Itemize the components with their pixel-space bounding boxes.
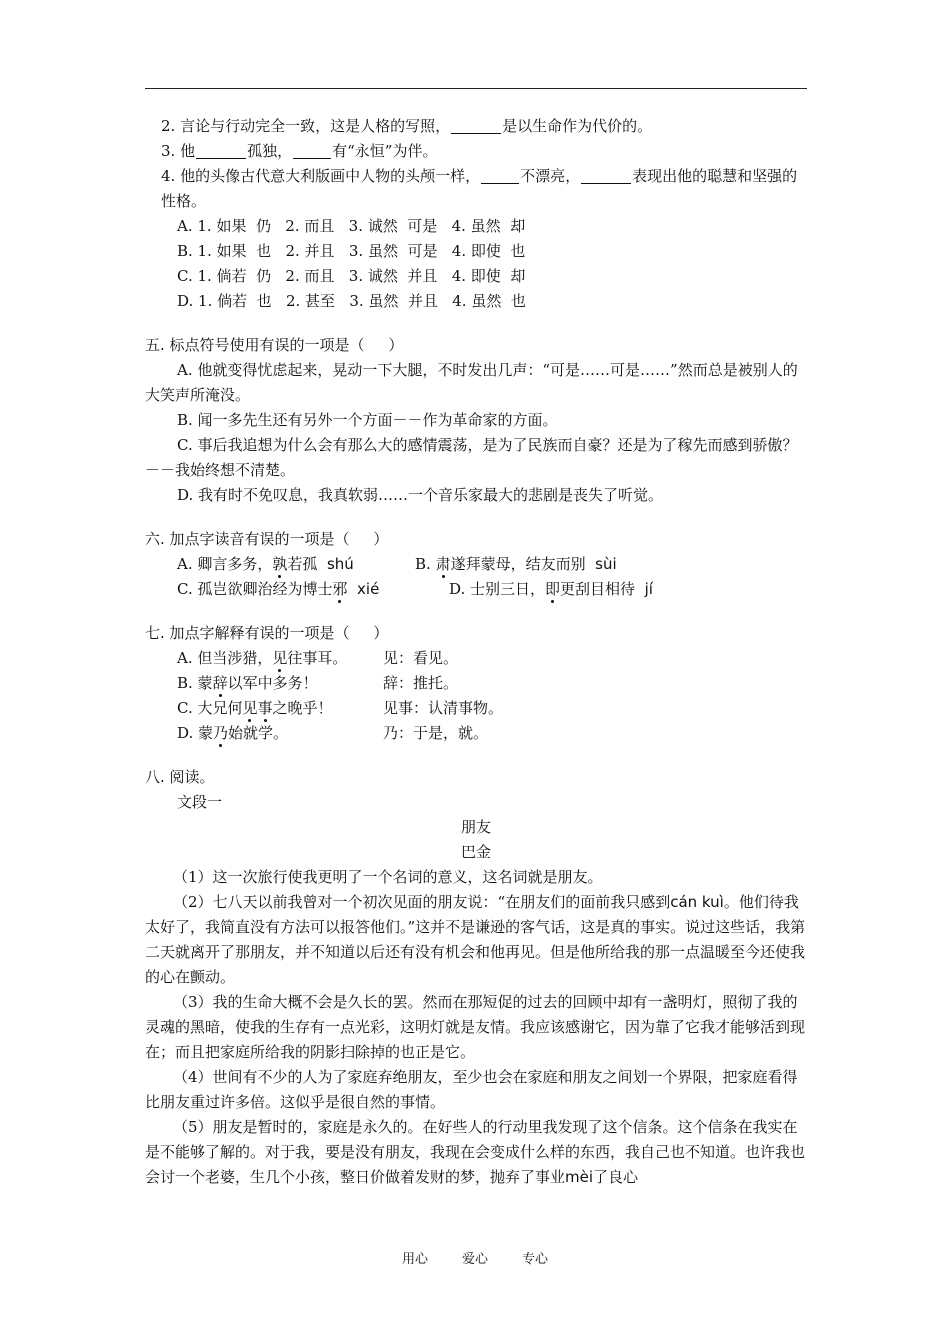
q5-option-c[interactable]: C. 事后我追想为什么会有那么大的感情震荡，是为了民族而自豪？还是为了稼先而感到骄傲？－－我始终想不清楚。 [145,436,798,479]
q7-option-b[interactable]: B. 蒙辞以军中多务！ 辞：推托。 [177,674,459,692]
q4-item-2: 2. 言论与行动完全一致，这是人格的写照， 是以生命作为代价的。 [161,117,653,135]
q6-option-c[interactable]: C. 孤岂欲卿治经为博士邪 xié [177,580,380,598]
fill-blank[interactable] [451,118,501,134]
header-rule [145,88,807,89]
paragraph-4: （4）世间有不少的人为了家庭弃绝朋友，至少也会在家庭和朋友之间划一个界限，把家庭看得比朋友重过许多倍。这似乎是很自然的事情。 [145,1068,798,1111]
footer-text: 用心 [401,1252,428,1267]
fill-blank[interactable] [293,143,331,159]
q5-title: 五. 标点符号使用有误的一项是（ ） [145,336,404,354]
q8-title: 八. 阅读。 [145,768,215,786]
page-footer [0,1248,950,1267]
paragraph-5: （5）朋友是暂时的，家庭是永久的。在好些人的行动里我发现了这个信条。这个信条在我实在是不能够了解的。对于我，要是没有朋友，我现在会变成什么样的东西，我自己也不知道。也许我也会讨一个老婆，生几个小孩，整日价做着发财的梦，抛弃了事业mèi了良心 [145,1118,806,1186]
q7-option-d[interactable]: D. 蒙乃始就学。 乃：于是，就。 [177,724,489,742]
q6-title: 六. 加点字读音有误的一项是（ ） [145,530,389,548]
q6-option-d[interactable]: D. 士别三日，即更刮目相待 jí [449,580,653,598]
q5-option-a[interactable]: A. 他就变得忧虑起来，晃动一下大腿，不时发出几声：“可是……可是……”然而总是被别人的大笑声所淹没。 [145,361,798,404]
paragraph-2: （2）七八天以前我曾对一个初次见面的朋友说：“在朋友们的面前我只感到cán kuì。他们待我太好了，我简直没有方法可以报答他们。”这并不是谦逊的客气话，这是真的事实。说过这些话，我第二天就离开了那朋友，并不知道以后还有没有机会和他再见。但是他所给我的那一点温暖至今还使我的心在颤动。 [145,893,806,986]
q4-option-c[interactable]: C. 1. 倘若 仍 2. 而且 3. 诚然 并且 4. 即使 却 [177,267,526,285]
footer-text: 专心 [522,1252,549,1267]
essay-title: 朋友 [460,818,491,836]
fill-blank[interactable] [196,143,246,159]
q6-options-row-2 [145,577,807,602]
q4-option-a[interactable]: A. 1. 如果 仍 2. 而且 3. 诚然 可是 4. 虽然 却 [177,217,526,235]
q4-option-b[interactable]: B. 1. 如果 也 2. 并且 3. 虽然 可是 4. 即使 也 [177,242,526,260]
q4-item-3: 3. 他 孤独， 有“永恒”为伴。 [161,142,438,160]
essay-author: 巴金 [460,843,491,861]
q6-option-b[interactable]: B. 肃遂拜蒙母，结友而别 sùi [415,555,617,573]
paragraph-3: （3）我的生命大概不会是久长的罢。然而在那短促的过去的回顾中却有一盏明灯，照彻了我的灵魂的黑暗，使我的生存有一点光彩，这明灯就是友情。我应该感谢它，因为靠了它我才能够活到现在；而且把家庭所给我的阴影扫除掉的也正是它。 [145,993,806,1061]
q4-option-d[interactable]: D. 1. 倘若 也 2. 甚至 3. 虽然 并且 4. 虽然 也 [177,292,526,310]
q6-options-row-1 [145,552,807,577]
q6-option-a[interactable]: A. 卿言多务，孰若孤 shú [177,555,354,573]
q7-option-c[interactable]: C. 大兄何见事之晚乎！ 见事：认清事物。 [177,699,504,717]
page-content [145,114,807,1190]
q7-option-a[interactable]: A. 但当涉猎，见往事耳。 见：看见。 [177,649,459,667]
q5-option-d[interactable]: D. 我有时不免叹息，我真软弱……一个音乐家最大的悲剧是丧失了听觉。 [177,486,664,504]
section-label: 文段一 [177,793,223,811]
q7-title: 七. 加点字解释有误的一项是（ ） [145,624,389,642]
fill-blank[interactable] [481,168,519,184]
q4-item-4: 4. 他的头像古代意大利版画中人物的头颅一样， 不漂亮， 表现出他的聪慧和坚强的性格。 [161,167,798,210]
paragraph-1: （1）这一次旅行使我更明了一个名词的意义，这名词就是朋友。 [173,868,603,886]
fill-blank[interactable] [581,168,631,184]
q5-option-b[interactable]: B. 闻一多先生还有另外一个方面－－作为革命家的方面。 [177,411,558,429]
footer-text: 爱心 [461,1252,488,1267]
